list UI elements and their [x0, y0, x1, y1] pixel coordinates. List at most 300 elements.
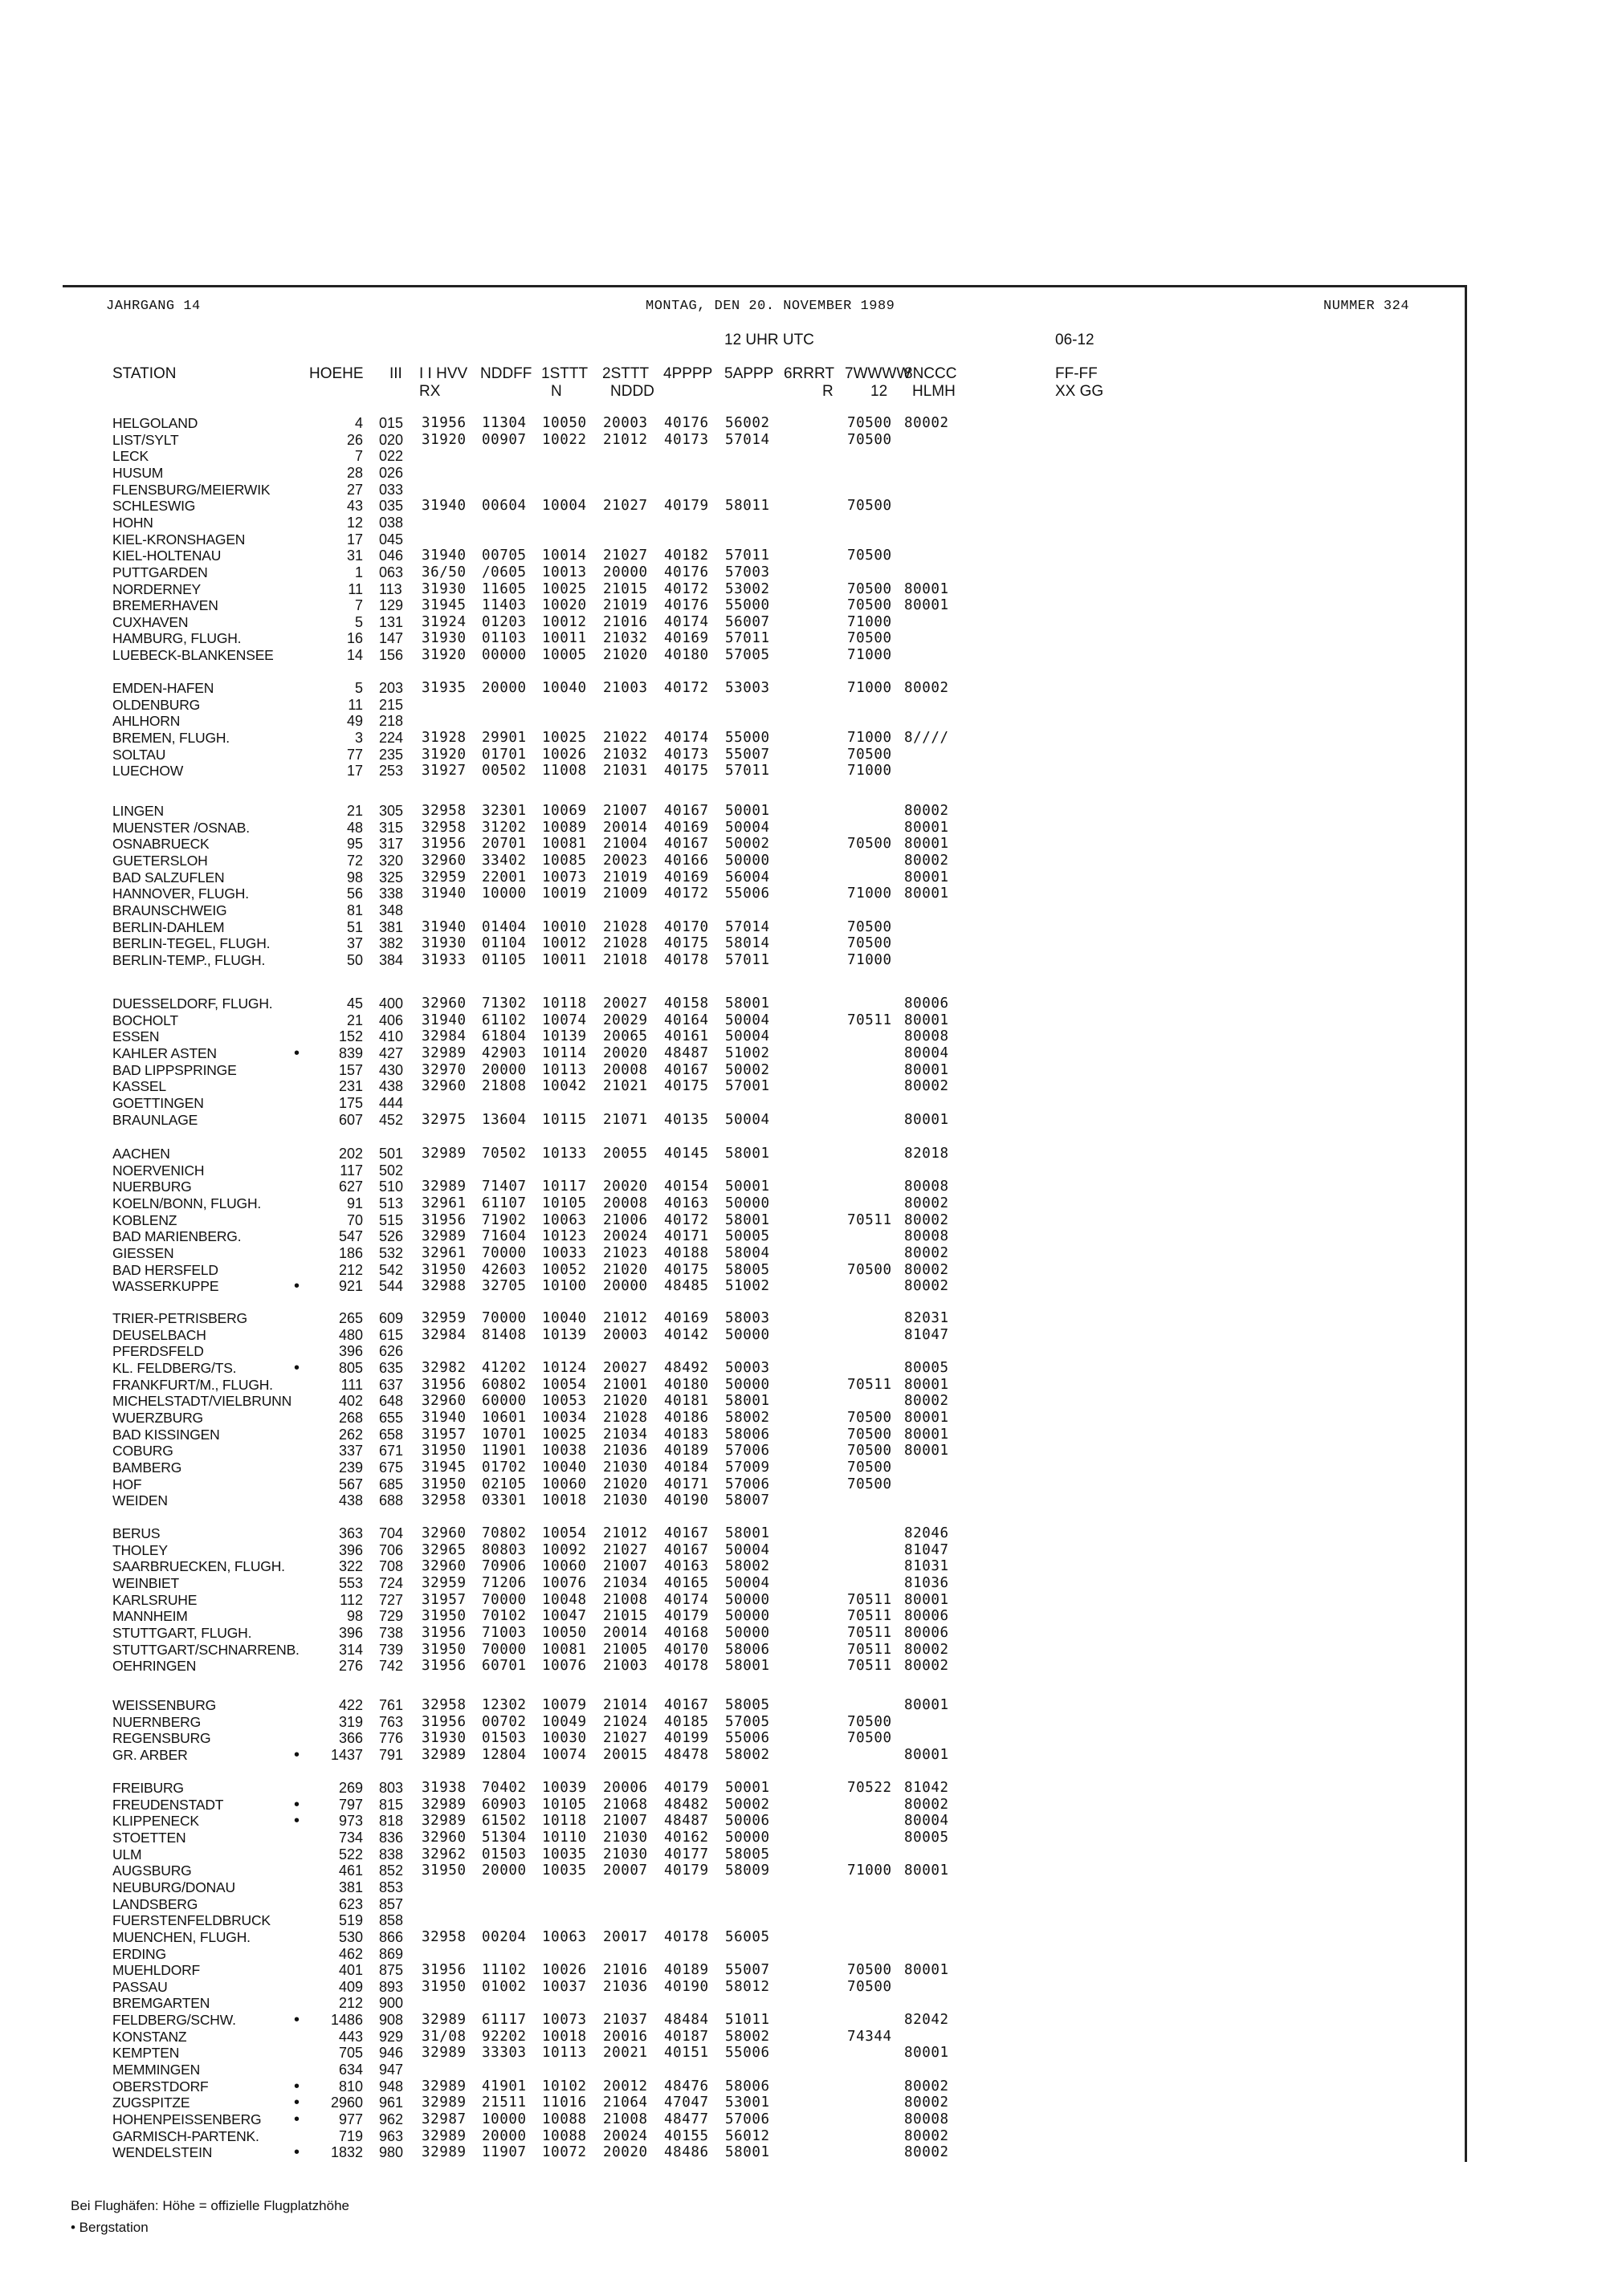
- station-number: 658: [379, 1427, 404, 1443]
- observation-group: 10060: [542, 1558, 587, 1574]
- observation-group: 10139: [542, 1327, 587, 1343]
- station-number: 688: [379, 1492, 404, 1508]
- observation-group: 20000: [482, 2128, 527, 2144]
- observation-group: 60701: [482, 1658, 527, 1674]
- station-name: ERDING: [112, 1946, 166, 1962]
- observation-group: 12302: [482, 1697, 527, 1713]
- observation-group: 58006: [725, 1642, 770, 1658]
- observation-group: 50000: [725, 1592, 770, 1608]
- observation-group: 20021: [603, 2045, 648, 2061]
- observation-group: 11403: [482, 597, 527, 613]
- observation-group: 10089: [542, 820, 587, 836]
- observation-group: 40171: [664, 1476, 709, 1492]
- observation-group: /0605: [482, 564, 527, 580]
- station-height: 72: [346, 853, 363, 869]
- station-name: ULM: [112, 1846, 142, 1862]
- station-number: 763: [379, 1714, 404, 1730]
- station-number: 685: [379, 1476, 404, 1492]
- station-height: 1832: [330, 2144, 363, 2160]
- observation-group: 31927: [422, 763, 467, 779]
- observation-group: 10020: [542, 597, 587, 613]
- table-row: [0, 2094, 1606, 2111]
- observation-group: 10026: [542, 747, 587, 763]
- station-name: MEMMINGEN: [112, 2062, 201, 2078]
- station-name: KARLSRUHE: [112, 1592, 198, 1608]
- cloud-group: 80002: [904, 1262, 949, 1278]
- observation-group: 21003: [603, 680, 648, 696]
- cloud-group: 80008: [904, 1228, 949, 1244]
- observation-group: 20003: [603, 1327, 648, 1343]
- station-name: ESSEN: [112, 1028, 160, 1044]
- table-row: [0, 531, 1606, 548]
- observation-group: 40155: [664, 2128, 709, 2144]
- station-height: 212: [338, 1995, 363, 2011]
- observation-group: 58001: [725, 1393, 770, 1409]
- observation-group: 40175: [664, 1262, 709, 1278]
- observation-group: 58004: [725, 1245, 770, 1261]
- station-height: 401: [338, 1962, 363, 1978]
- observation-group: 00502: [482, 763, 527, 779]
- station-name: BRAUNLAGE: [112, 1112, 198, 1128]
- station-height: 519: [338, 1912, 363, 1928]
- observation-group: 40178: [664, 1929, 709, 1945]
- table-row: [0, 1542, 1606, 1558]
- station-name: GIESSEN: [112, 1245, 174, 1261]
- station-height: 50: [346, 952, 363, 968]
- observation-group: 57006: [725, 2111, 770, 2127]
- station-name: BOCHOLT: [112, 1012, 178, 1028]
- observation-group: 31950: [422, 1642, 467, 1658]
- table-row: [0, 2029, 1606, 2045]
- station-name: LUEBECK-BLANKENSEE: [112, 647, 274, 663]
- observation-group: 32989: [422, 1146, 467, 1162]
- w12-header: 12: [870, 383, 888, 400]
- table-row: [0, 763, 1606, 779]
- observation-group: 40142: [664, 1327, 709, 1343]
- weather-group: 70500: [847, 1443, 892, 1459]
- station-name: TRIER-PETRISBERG: [112, 1310, 247, 1326]
- table-row: [0, 415, 1606, 431]
- observation-group: 32960: [422, 1558, 467, 1574]
- station-number: 253: [379, 763, 404, 779]
- observation-group: 10081: [542, 1642, 587, 1658]
- station-height: 21: [346, 803, 363, 819]
- station-height: 17: [346, 531, 363, 548]
- observation-group: 21027: [603, 498, 648, 514]
- station-height: 11: [348, 697, 363, 713]
- table-row: [0, 581, 1606, 597]
- cloud-group: 80006: [904, 1625, 949, 1641]
- table-row: [0, 1747, 1606, 1763]
- observation-group: 10040: [542, 1310, 587, 1326]
- station-height: 21: [346, 1012, 363, 1028]
- table-row: [0, 1558, 1606, 1574]
- station-number: 235: [379, 747, 404, 763]
- station-name: STUTTGART, FLUGH.: [112, 1625, 252, 1641]
- station-name: MANNHEIM: [112, 1608, 188, 1624]
- observation-group: 10049: [542, 1714, 587, 1730]
- observation-group: 41901: [482, 2078, 527, 2094]
- cloud-group: 80001: [904, 869, 949, 885]
- observation-group: 10076: [542, 1658, 587, 1674]
- station-number: 818: [379, 1813, 404, 1829]
- station-height: 98: [346, 869, 363, 885]
- observation-group: 10074: [542, 1012, 587, 1028]
- station-height: 705: [338, 2045, 363, 2061]
- observation-group: 53003: [725, 680, 770, 696]
- station-name: ZUGSPITZE: [112, 2094, 190, 2111]
- station-number: 908: [379, 2012, 404, 2028]
- table-row: [0, 1862, 1606, 1879]
- station-header: STATION: [112, 365, 177, 382]
- observation-group: 21006: [603, 1212, 648, 1228]
- station-number: 803: [379, 1780, 404, 1796]
- station-number: 542: [379, 1262, 404, 1278]
- observation-group: 81408: [482, 1327, 527, 1343]
- observation-group: 40175: [664, 763, 709, 779]
- weather-group: 70511: [847, 1608, 892, 1624]
- observation-group: 21020: [603, 647, 648, 663]
- observation-group: 10081: [542, 836, 587, 852]
- observation-group: 40184: [664, 1459, 709, 1476]
- weather-group: 70500: [847, 1962, 892, 1978]
- table-row: [0, 869, 1606, 885]
- cloud-group: 80001: [904, 581, 949, 597]
- mountain-station-marker: •: [294, 1812, 300, 1830]
- observation-group: 13604: [482, 1112, 527, 1128]
- cloud-group: 80001: [904, 1697, 949, 1713]
- table-row: [0, 1343, 1606, 1359]
- table-row: [0, 713, 1606, 729]
- observation-group: 32989: [422, 2078, 467, 2094]
- station-number: 675: [379, 1459, 404, 1476]
- observation-group: 50004: [725, 820, 770, 836]
- station-name: KIEL-HOLTENAU: [112, 548, 222, 564]
- station-number: 510: [379, 1179, 404, 1195]
- observation-group: 40175: [664, 935, 709, 951]
- station-name: FREUDENSTADT: [112, 1797, 224, 1813]
- station-name: BERLIN-TEMP., FLUGH.: [112, 952, 266, 968]
- observation-group: 57011: [725, 630, 770, 646]
- observation-group: 32301: [482, 803, 527, 819]
- cloud-group: 81042: [904, 1780, 949, 1796]
- station-name: WUERZBURG: [112, 1410, 203, 1426]
- observation-group: 10042: [542, 1078, 587, 1094]
- observation-group: 58005: [725, 1262, 770, 1278]
- mountain-station-marker: •: [294, 1277, 300, 1295]
- station-name: COBURG: [112, 1443, 173, 1459]
- rrrt6-header: 6RRRT: [784, 365, 834, 382]
- station-name: MICHELSTADT/VIELBRUNN: [112, 1393, 292, 1409]
- observation-group: 40151: [664, 2045, 709, 2061]
- observation-group: 70000: [482, 1245, 527, 1261]
- utc-label: 12 UHR UTC: [724, 332, 814, 348]
- weather-group: 71000: [847, 647, 892, 663]
- observation-group: 20000: [603, 564, 648, 580]
- table-row: [0, 1979, 1606, 1995]
- table-row: [0, 1896, 1606, 1912]
- observation-group: 40166: [664, 853, 709, 869]
- table-row: [0, 1443, 1606, 1459]
- station-number: 776: [379, 1730, 404, 1746]
- observation-group: 40185: [664, 1714, 709, 1730]
- observation-group: 10012: [542, 935, 587, 951]
- station-number: 704: [379, 1525, 404, 1541]
- station-height: 977: [338, 2111, 363, 2127]
- table-row: [0, 1245, 1606, 1261]
- table-row: [0, 747, 1606, 763]
- observation-group: 11907: [482, 2144, 527, 2160]
- observation-group: 50000: [725, 1830, 770, 1846]
- observation-group: 21028: [603, 919, 648, 935]
- observation-group: 10038: [542, 1443, 587, 1459]
- observation-group: 10050: [542, 415, 587, 431]
- observation-group: 21004: [603, 836, 648, 852]
- station-name: LECK: [112, 448, 149, 464]
- observation-group: 10073: [542, 2012, 587, 2028]
- observation-group: 32984: [422, 1327, 467, 1343]
- observation-group: 32958: [422, 803, 467, 819]
- mountain-station-marker: •: [294, 2111, 300, 2128]
- observation-group: 21007: [603, 1813, 648, 1829]
- observation-group: 01103: [482, 630, 527, 646]
- station-height: 45: [346, 995, 363, 1012]
- observation-group: 20027: [603, 1360, 648, 1376]
- table-row: [0, 1095, 1606, 1111]
- station-name: NORDERNEY: [112, 581, 202, 597]
- table-row: [0, 1797, 1606, 1813]
- weather-group: 70500: [847, 630, 892, 646]
- table-row: [0, 1179, 1606, 1195]
- station-name: HOHENPEISSENBERG: [112, 2111, 262, 2127]
- observation-group: 31930: [422, 1730, 467, 1746]
- observation-group: 56007: [725, 614, 770, 630]
- observation-group: 58006: [725, 1427, 770, 1443]
- observation-group: 40183: [664, 1427, 709, 1443]
- station-number: 026: [379, 465, 404, 481]
- cloud-group: 80001: [904, 597, 949, 613]
- table-row: [0, 2078, 1606, 2094]
- observation-group: 12804: [482, 1747, 527, 1763]
- station-height: 262: [338, 1427, 363, 1443]
- station-number: 866: [379, 1929, 404, 1945]
- table-row: [0, 1962, 1606, 1978]
- station-name: KOBLENZ: [112, 1212, 177, 1228]
- issue-number: NUMMER 324: [1323, 299, 1410, 314]
- station-name: KEMPTEN: [112, 2045, 180, 2061]
- observation-group: 21016: [603, 614, 648, 630]
- observation-group: 01104: [482, 935, 527, 951]
- observation-group: 10110: [542, 1830, 587, 1846]
- station-name: NOERVENICH: [112, 1162, 205, 1179]
- observation-group: 40163: [664, 1558, 709, 1574]
- station-number: 526: [379, 1228, 404, 1244]
- observation-group: 10018: [542, 2029, 587, 2045]
- table-row: [0, 1278, 1606, 1294]
- station-name: WEINBIET: [112, 1575, 179, 1591]
- station-number: 838: [379, 1846, 404, 1862]
- weather-group: 70500: [847, 747, 892, 763]
- station-name: BAD LIPPSPRINGE: [112, 1062, 237, 1078]
- station-height: 4: [354, 415, 363, 431]
- observation-group: 50004: [725, 1012, 770, 1028]
- station-height: 805: [338, 1360, 363, 1376]
- observation-group: 29901: [482, 730, 527, 746]
- weather-group: 70511: [847, 1377, 892, 1393]
- observation-group: 10053: [542, 1393, 587, 1409]
- table-row: [0, 2062, 1606, 2078]
- observation-group: 32989: [422, 2128, 467, 2144]
- table-row: [0, 803, 1606, 819]
- observation-group: 41202: [482, 1360, 527, 1376]
- observation-group: 40161: [664, 1028, 709, 1044]
- station-number: 791: [379, 1747, 404, 1763]
- weather-group: 70511: [847, 1212, 892, 1228]
- observation-group: 55007: [725, 747, 770, 763]
- station-name: FRANKFURT/M., FLUGH.: [112, 1377, 273, 1393]
- observation-group: 40145: [664, 1146, 709, 1162]
- station-number: 406: [379, 1012, 404, 1028]
- observation-group: 21014: [603, 1697, 648, 1713]
- station-number: 384: [379, 952, 404, 968]
- station-height: 26: [346, 432, 363, 448]
- station-height: 396: [338, 1542, 363, 1558]
- station-name: BAD MARIENBERG.: [112, 1228, 242, 1244]
- observation-group: 00907: [482, 432, 527, 448]
- station-number: 858: [379, 1912, 404, 1928]
- cloud-group: 80001: [904, 885, 949, 902]
- station-number: 131: [379, 614, 404, 630]
- observation-group: 40135: [664, 1112, 709, 1128]
- observation-group: 31940: [422, 498, 467, 514]
- observation-group: 21031: [603, 763, 648, 779]
- observation-group: 21027: [603, 548, 648, 564]
- table-row: [0, 1459, 1606, 1476]
- observation-group: 40167: [664, 1542, 709, 1558]
- observation-group: 40187: [664, 2029, 709, 2045]
- observation-group: 21027: [603, 1730, 648, 1746]
- cloud-group: 80002: [904, 1797, 949, 1813]
- observation-group: 01701: [482, 747, 527, 763]
- observation-group: 33402: [482, 853, 527, 869]
- observation-group: 10054: [542, 1377, 587, 1393]
- observation-group: 20015: [603, 1747, 648, 1763]
- table-row: [0, 1879, 1606, 1895]
- station-name: GUETERSLOH: [112, 853, 208, 869]
- observation-group: 32989: [422, 1747, 467, 1763]
- observation-group: 32958: [422, 1697, 467, 1713]
- cloud-group: 80002: [904, 2128, 949, 2144]
- station-number: 015: [379, 415, 404, 431]
- observation-group: 21016: [603, 1962, 648, 1978]
- nddd-header: NDDD: [610, 383, 654, 400]
- table-row: [0, 465, 1606, 481]
- observation-group: 11102: [482, 1962, 527, 1978]
- observation-group: 21034: [603, 1575, 648, 1591]
- station-name: BREMERHAVEN: [112, 597, 218, 613]
- observation-group: 40167: [664, 803, 709, 819]
- table-row: [0, 2128, 1606, 2144]
- weather-group: 70511: [847, 1012, 892, 1028]
- ihvv-header: I I HVV: [419, 365, 468, 382]
- cloud-group: 82046: [904, 1525, 949, 1541]
- station-height: 81: [346, 902, 363, 918]
- observation-group: 36/50: [422, 564, 467, 580]
- table-row: [0, 2111, 1606, 2127]
- station-height: 91: [346, 1195, 363, 1211]
- station-name: BREMGARTEN: [112, 1995, 210, 2011]
- observation-group: 31930: [422, 935, 467, 951]
- station-height: 396: [338, 1343, 363, 1359]
- observation-group: 56002: [725, 415, 770, 431]
- observation-group: 31956: [422, 415, 467, 431]
- station-number: 452: [379, 1112, 404, 1128]
- observation-group: 21032: [603, 747, 648, 763]
- cloud-group: 80002: [904, 1212, 949, 1228]
- observation-group: 33303: [482, 2045, 527, 2061]
- table-row: [0, 548, 1606, 564]
- observation-group: 21007: [603, 1558, 648, 1574]
- station-number: 893: [379, 1979, 404, 1995]
- station-number: 224: [379, 730, 404, 746]
- station-height: 16: [346, 630, 363, 646]
- observation-group: 71206: [482, 1575, 527, 1591]
- station-name: BAD KISSINGEN: [112, 1427, 220, 1443]
- observation-group: 10114: [542, 1045, 587, 1061]
- table-row: [0, 2144, 1606, 2160]
- station-height: 28: [346, 465, 363, 481]
- station-height: 14: [346, 647, 363, 663]
- station-number: 046: [379, 548, 404, 564]
- station-height: 839: [338, 1045, 363, 1061]
- station-name: KIEL-KRONSHAGEN: [112, 531, 246, 548]
- observation-group: 21037: [603, 2012, 648, 2028]
- table-row: [0, 1995, 1606, 2011]
- observation-group: 20027: [603, 995, 648, 1012]
- observation-group: 01203: [482, 614, 527, 630]
- observation-group: 32975: [422, 1112, 467, 1128]
- observation-group: 10026: [542, 1962, 587, 1978]
- station-number: 706: [379, 1542, 404, 1558]
- station-number: 338: [379, 885, 404, 902]
- cloud-group: 80002: [904, 415, 949, 431]
- report-date: MONTAG, DEN 20. NOVEMBER 1989: [646, 299, 895, 314]
- station-number: 900: [379, 1995, 404, 2011]
- observation-group: 40176: [664, 597, 709, 613]
- weather-group: 70500: [847, 581, 892, 597]
- table-row: [0, 1427, 1606, 1443]
- table-row: [0, 1813, 1606, 1829]
- station-height: 797: [338, 1797, 363, 1813]
- weather-group: 70500: [847, 415, 892, 431]
- observation-group: 10025: [542, 581, 587, 597]
- cloud-group: 80001: [904, 836, 949, 852]
- station-name: KAHLER ASTEN: [112, 1045, 217, 1061]
- observation-group: 10040: [542, 680, 587, 696]
- station-height: 314: [338, 1642, 363, 1658]
- observation-group: 51304: [482, 1830, 527, 1846]
- observation-group: 00705: [482, 548, 527, 564]
- observation-group: 31930: [422, 581, 467, 597]
- observation-group: 20065: [603, 1028, 648, 1044]
- table-row: [0, 448, 1606, 464]
- observation-group: 40199: [664, 1730, 709, 1746]
- weather-group: 70500: [847, 1979, 892, 1995]
- table-row: [0, 1162, 1606, 1179]
- observation-group: 40175: [664, 1078, 709, 1094]
- observation-group: 01105: [482, 952, 527, 968]
- observation-group: 10054: [542, 1525, 587, 1541]
